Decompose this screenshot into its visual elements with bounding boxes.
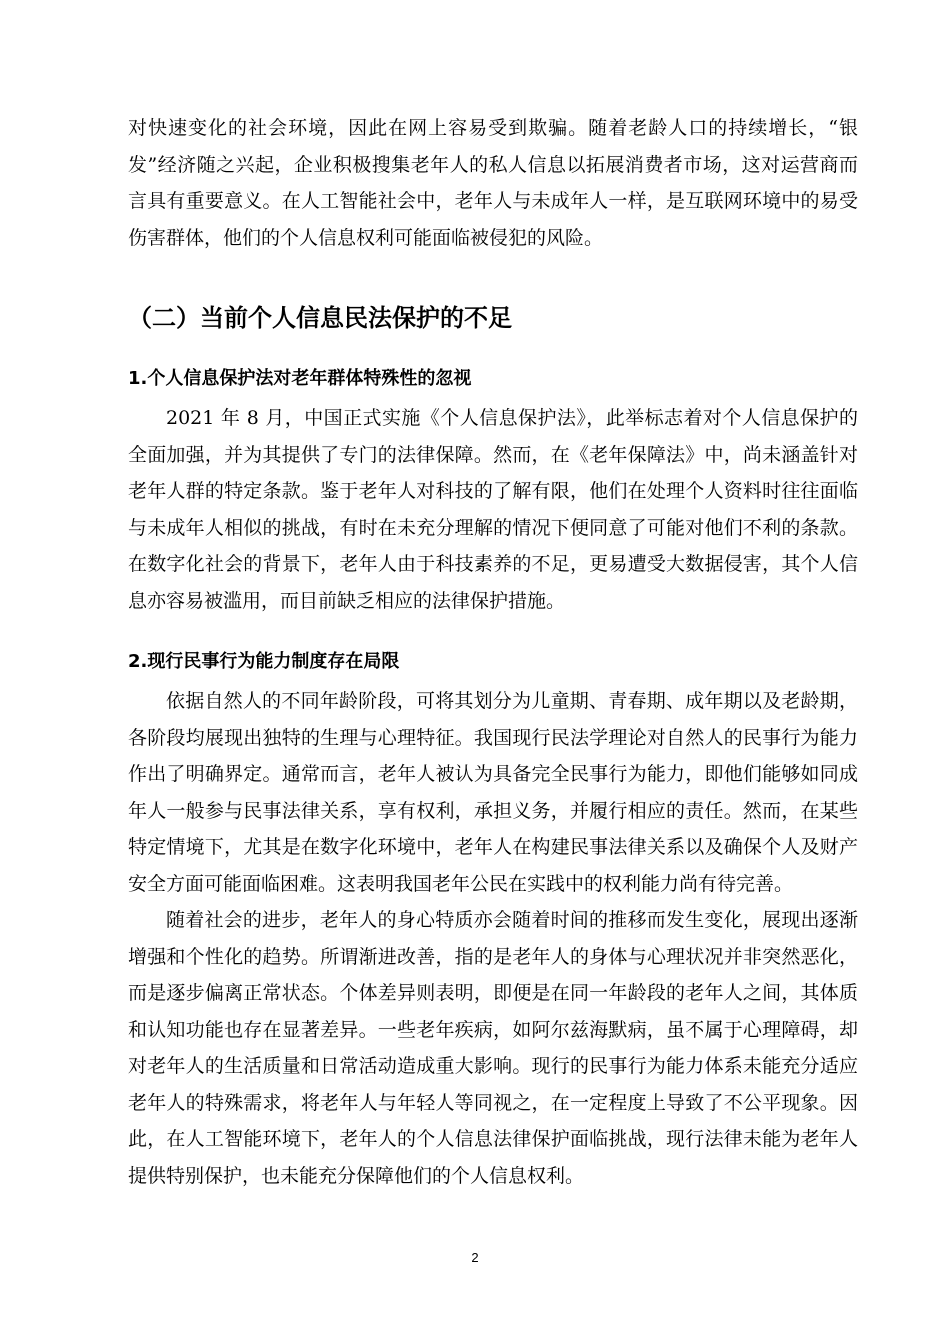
section-heading: （二）当前个人信息民法保护的不足 [128, 304, 512, 332]
subsection-heading-2: 2.现行民事行为能力制度存在局限 [128, 651, 400, 672]
intro-paragraph: 对快速变化的社会环境，因此在网上容易受到欺骗。随着老龄人口的持续增长，“银发”经济随之兴起，企业积极搜集老年人的私人信息以拓展消费者市场，这对运营商而言具有重要意义。在人工智能社会中，老年人与未成年人一样，是互联网环境中的易受伤害群体，他们的个人信息权利可能面临被侵犯的风险。 [128, 117, 858, 249]
subsection-1-paragraph-1: 2021 年 8 月，中国正式实施《个人信息保护法》，此举标志着对个人信息保护的全面加强，并为其提供了专门的法律保障。然而，在《老年保障法》中，尚未涵盖针对老年人群的特定条款。鉴于老年人对科技的了解有限，他们在处理个人资料时往往面临与未成年人相似的挑战，有时在未充分理解的情况下便同意了可能对他们不利的条款。在数字化社会的背景下，老年人由于科技素养的不足，更易遭受大数据侵害，其个人信息亦容易被滥用，而目前缺乏相应的法律保护措施。 [128, 407, 858, 612]
document-page [128, 110, 858, 1194]
subsection-heading-1: 1.个人信息保护法对老年群体特殊性的忽视 [128, 368, 472, 389]
page-number: 2 [471, 1250, 479, 1265]
subsection-2-paragraph-2: 随着社会的进步，老年人的身心特质亦会随着时间的推移而发生变化，展现出逐渐增强和个性化的趋势。所谓渐进改善，指的是老年人的身体与心理状况并非突然恶化，而是逐步偏离正常状态。个体差异则表明，即便是在同一年龄段的老年人之间，其体质和认知功能也存在显著差异。一些老年疾病，如阿尔兹海默病，虽不属于心理障碍，却对老年人的生活质量和日常活动造成重大影响。现行的民事行为能力体系未能充分适应老年人的特殊需求，将老年人与年轻人等同视之，在一定程度上导致了不公平现象。因此，在人工智能环境下，老年人的个人信息法律保护面临挑战，现行法律未能为老年人提供特别保护，也未能充分保障他们的个人信息权利。 [128, 909, 858, 1187]
subsection-2-paragraph-1: 依据自然人的不同年龄阶段，可将其划分为儿童期、青春期、成年期以及老龄期，各阶段均展现出独特的生理与心理特征。我国现行民法学理论对自然人的民事行为能力作出了明确界定。通常而言，老年人被认为具备完全民事行为能力，即他们能够如同成年人一般参与民事法律关系，享有权利，承担义务，并履行相应的责任。然而，在某些特定情境下，尤其是在数字化环境中，老年人在构建民事法律关系以及确保个人及财产安全方面可能面临困难。这表明我国老年公民在实践中的权利能力尚有待完善。 [128, 690, 858, 895]
